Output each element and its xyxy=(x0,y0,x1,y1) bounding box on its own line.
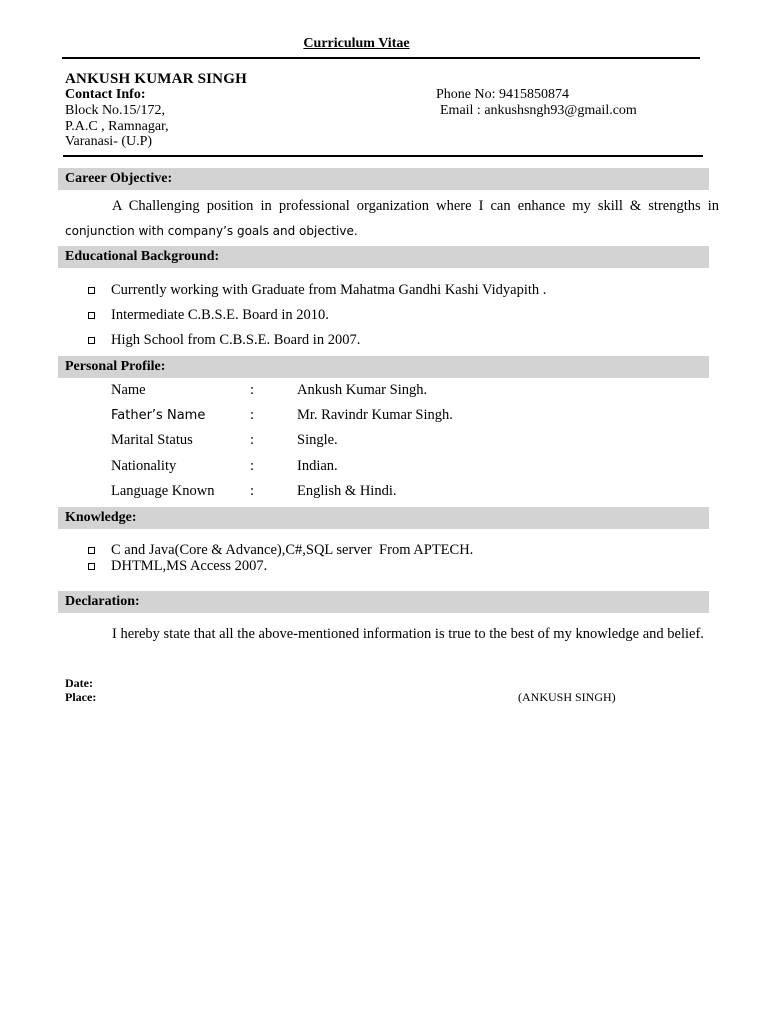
document-title: Curriculum Vitae xyxy=(303,36,410,51)
profile-label-marital-status: Marital Status xyxy=(111,432,193,448)
square-bullet-icon xyxy=(88,312,95,319)
education-item-text: Intermediate C.B.S.E. Board in 2010. xyxy=(111,307,329,323)
education-item xyxy=(88,282,546,299)
declaration-text: I hereby state that all the above-mentioned information is true to the best of my knowledge and belief. xyxy=(112,626,704,642)
knowledge-item xyxy=(88,558,267,575)
education-item xyxy=(88,307,329,324)
profile-label-father: Father’s Name xyxy=(111,408,206,423)
career-objective-text xyxy=(65,197,719,240)
signature-name: (ANKUSH SINGH) xyxy=(518,690,616,704)
header-bottom-rule xyxy=(63,155,703,157)
candidate-name: ANKUSH KUMAR SINGH xyxy=(65,71,247,87)
education-item xyxy=(88,332,360,349)
knowledge-item-text: C and Java(Core & Advance),C#,SQL server From APTECH. xyxy=(111,542,474,558)
profile-colon: : xyxy=(250,407,255,423)
contact-info-label: Contact Info: xyxy=(65,87,146,102)
address-line-2: P.A.C , Ramnagar, xyxy=(65,119,169,134)
education-item-text: Currently working with Graduate from Mahatma Gandhi Kashi Vidyapith . xyxy=(111,282,547,298)
education-heading: Educational Background: xyxy=(58,246,709,268)
square-bullet-icon xyxy=(88,337,95,344)
email-address: Email : ankushsngh93@gmail.com xyxy=(440,103,637,118)
knowledge-heading: Knowledge: xyxy=(58,507,709,529)
profile-value-nationality: Indian. xyxy=(297,458,338,474)
career-objective-heading: Career Objective: xyxy=(58,168,709,190)
profile-colon: : xyxy=(250,483,255,499)
profile-colon: : xyxy=(250,382,255,398)
career-objective-line-2: conjunction with company’s goals and objective. xyxy=(65,224,358,238)
square-bullet-icon xyxy=(88,547,95,554)
header-top-rule xyxy=(62,57,700,59)
profile-colon: : xyxy=(250,458,255,474)
square-bullet-icon xyxy=(88,287,95,294)
knowledge-item xyxy=(88,542,473,559)
profile-value-language: English & Hindi. xyxy=(297,483,397,499)
profile-value-father: Mr. Ravindr Kumar Singh. xyxy=(297,407,453,423)
profile-label-language: Language Known xyxy=(111,483,215,499)
profile-value-name: Ankush Kumar Singh. xyxy=(297,382,428,398)
profile-value-marital-status: Single. xyxy=(297,432,338,448)
career-objective-line-1: A Challenging position in professional organization where I can enhance my skill & strengths in xyxy=(112,198,719,214)
date-label: Date: xyxy=(65,676,93,690)
personal-profile-heading: Personal Profile: xyxy=(58,356,709,378)
address-line-3: Varanasi- (U.P) xyxy=(65,134,153,149)
square-bullet-icon xyxy=(88,563,95,570)
profile-label-name: Name xyxy=(111,382,146,398)
knowledge-item-text: DHTML,MS Access 2007. xyxy=(111,558,268,574)
place-label: Place: xyxy=(65,690,97,704)
phone-number: Phone No: 9415850874 xyxy=(436,87,569,102)
declaration-heading: Declaration: xyxy=(58,591,709,613)
profile-colon: : xyxy=(250,432,255,448)
profile-label-nationality: Nationality xyxy=(111,458,177,474)
education-item-text: High School from C.B.S.E. Board in 2007. xyxy=(111,332,361,348)
address-line-1: Block No.15/172, xyxy=(65,103,165,118)
